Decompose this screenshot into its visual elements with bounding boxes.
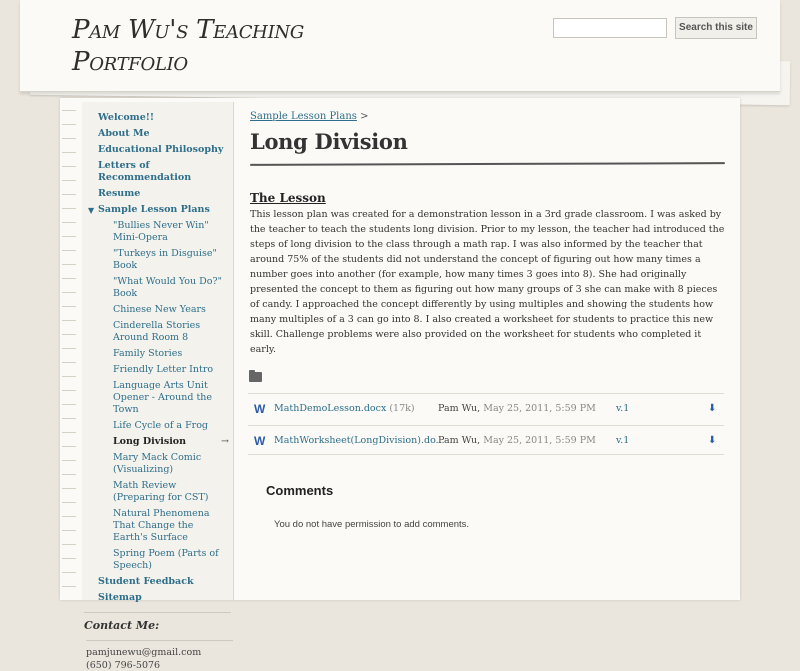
- sidebar-item-mary-mack-comic[interactable]: Mary Mack Comic (Visualizing): [113, 452, 202, 475]
- sidebar-item-welcome[interactable]: Welcome!!: [98, 112, 155, 123]
- attachment-meta: [438, 403, 596, 414]
- breadcrumb: [250, 111, 725, 122]
- attachment-link[interactable]: [274, 435, 445, 446]
- sidebar-item-sample-lesson-plans[interactable]: [82, 204, 233, 216]
- sidebar-item-cinderella-stories[interactable]: Cinderella Stories Around Room 8: [113, 320, 201, 343]
- attachment-meta: [438, 435, 596, 446]
- sidebar-item-life-cycle-of-a-frog[interactable]: Life Cycle of a Frog: [113, 420, 209, 431]
- search-button[interactable]: Search this site: [675, 17, 757, 39]
- attachment-row: [248, 393, 724, 423]
- attachment-name: MathWorksheet(LongDivision).do...: [274, 435, 445, 446]
- arrow-right-icon: →: [221, 436, 229, 447]
- sidebar-item-label: Sample Lesson Plans: [98, 204, 210, 215]
- folder-icon: [249, 372, 262, 382]
- attachment-link[interactable]: [274, 403, 415, 414]
- sidebar-item-student-feedback[interactable]: Student Feedback: [98, 576, 194, 587]
- title-divider: [250, 162, 725, 166]
- attachment-user: Pam Wu,: [438, 435, 481, 446]
- notebook-binding: [62, 100, 76, 600]
- sidebar-item-chinese-new-years[interactable]: Chinese New Years: [113, 304, 206, 315]
- sidebar-item-math-review[interactable]: Math Review (Preparing for CST): [113, 480, 209, 503]
- sidebar-item-language-arts-unit-opener[interactable]: Language Arts Unit Opener - Around the Town: [113, 380, 213, 415]
- breadcrumb-link[interactable]: Sample Lesson Plans: [250, 111, 357, 122]
- sidebar-item-turkeys-in-disguise[interactable]: "Turkeys in Disguise" Book: [113, 248, 217, 271]
- sidebar-item-educational-philosophy[interactable]: Educational Philosophy: [98, 144, 224, 155]
- comments-permission-note: You do not have permission to add comments.: [274, 519, 470, 530]
- contact-phone: (650) 796-5076: [86, 660, 161, 671]
- sidebar-item-letters-of-recommendation[interactable]: Letters of Recommendation: [98, 160, 192, 183]
- word-doc-icon: W: [254, 434, 266, 448]
- attachment-version[interactable]: v.1: [616, 403, 630, 414]
- expand-triangle-icon[interactable]: ▼: [88, 205, 95, 215]
- sidebar-nav: [82, 102, 233, 604]
- contact-title: Contact Me:: [84, 612, 231, 632]
- sidebar-item-family-stories[interactable]: Family Stories: [113, 348, 183, 359]
- breadcrumb-separator: >: [360, 111, 369, 122]
- attachment-name: MathDemoLesson.docx: [274, 403, 387, 414]
- sidebar-item-long-division[interactable]: [82, 436, 233, 448]
- site-title[interactable]: Pam Wu's Teaching Portfolio: [72, 15, 304, 77]
- main-content: [250, 102, 725, 357]
- comments-heading: Comments: [266, 483, 334, 498]
- sidebar-item-label: Long Division: [113, 436, 187, 447]
- contact-email: pamjunewu@gmail.com: [86, 640, 233, 658]
- attachment-row: [248, 425, 724, 455]
- sidebar-item-what-would-you-do[interactable]: "What Would You Do?" Book: [113, 276, 222, 299]
- download-icon[interactable]: ⬇: [708, 403, 717, 414]
- sidebar-item-spring-poem[interactable]: Spring Poem (Parts of Speech): [113, 548, 219, 571]
- search-input[interactable]: [553, 18, 667, 38]
- sidebar-item-sitemap[interactable]: Sitemap: [98, 592, 142, 603]
- attachment-date: May 25, 2011, 5:59 PM: [483, 403, 596, 414]
- attachment-size: (17k): [389, 403, 415, 414]
- page-title: Long Division: [250, 129, 408, 154]
- sidebar-item-about-me[interactable]: About Me: [98, 128, 150, 139]
- word-doc-icon: W: [254, 402, 266, 416]
- sidebar-item-friendly-letter-intro[interactable]: Friendly Letter Intro: [113, 364, 214, 375]
- download-icon[interactable]: ⬇: [708, 435, 717, 446]
- sidebar-item-natural-phenomena[interactable]: Natural Phenomena That Change the Earth's Surface: [113, 508, 210, 543]
- attachment-user: Pam Wu,: [438, 403, 481, 414]
- section-heading: The Lesson: [250, 191, 326, 205]
- attachment-date: May 25, 2011, 5:59 PM: [483, 435, 596, 446]
- sidebar: [82, 102, 234, 671]
- lesson-description: This lesson plan was created for a demonstration lesson in a 3rd grade classroom. I was asked by the teacher to teach the students long division. Prior to my lesson, the teacher had introduced the steps of long division to the class through a math rap. I was also informed by the teacher that around 75% of the students did not understand the concept of figuring out how many times a number goes into another (for example, how many times 3 goes into 8). She had originally presented the concept to them as figuring out how many groups of 3 she can make with 8 pieces of candy. I approached the concept differently by using multiples and showing the students how many multiples of a 3 can go into 8. I also created a worksheet for students to practice this new skill. Challenge problems were also provided on the worksheet for students who completed it early.: [250, 209, 725, 355]
- site-header: [20, 0, 780, 92]
- attachment-version[interactable]: v.1: [616, 435, 630, 446]
- sidebar-item-resume[interactable]: Resume: [98, 188, 141, 199]
- sidebar-item-bullies-never-win[interactable]: "Bullies Never Win" Mini-Opera: [113, 220, 209, 243]
